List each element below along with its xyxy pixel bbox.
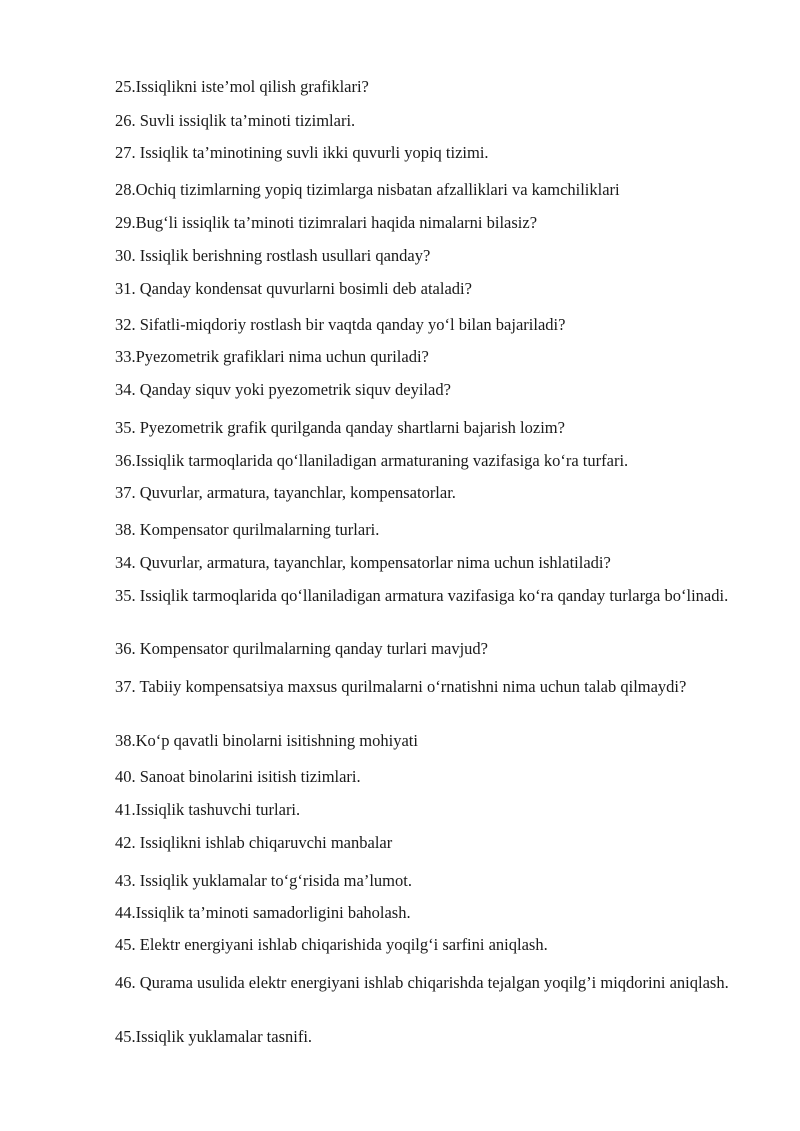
question-item: 35. Pyezometrik grafik qurilganda qanday shartlarni bajarish lozim?: [115, 418, 565, 437]
question-item: 44.Issiqlik ta’minoti samadorligini baholash.: [115, 903, 411, 922]
question-item: 42. Issiqlikni ishlab chiqaruvchi manbalar: [115, 833, 393, 852]
question-item: 34. Qanday siquv yoki pyezometrik siquv deyilad?: [115, 380, 451, 399]
question-item: 29.Bug‘li issiqlik ta’minoti tizimralari haqida nimalarni bilasiz?: [115, 213, 538, 232]
question-item: 37. Tabiiy kompensatsiya maxsus qurilmalarni o‘rnatishni nima uchun talab qilmaydi?: [115, 677, 687, 696]
question-item: 30. Issiqlik berishning rostlash usullari qanday?: [115, 246, 431, 265]
question-item: 31. Qanday kondensat quvurlarni bosimli deb ataladi?: [115, 279, 472, 298]
question-item: 43. Issiqlik yuklamalar to‘g‘risida ma’lumot.: [115, 871, 412, 890]
question-item: 35. Issiqlik tarmoqlarida qo‘llaniladigan armatura vazifasiga ko‘ra qanday turlarga bo‘linadi.: [115, 586, 729, 605]
question-item: 32. Sifatli-miqdoriy rostlash bir vaqtda qanday yo‘l bilan bajariladi?: [115, 315, 566, 334]
question-item: 41.Issiqlik tashuvchi turlari.: [115, 800, 301, 819]
question-item: 37. Quvurlar, armatura, tayanchlar, kompensatorlar.: [115, 483, 456, 502]
question-item: 45.Issiqlik yuklamalar tasnifi.: [115, 1027, 313, 1046]
question-item: 34. Quvurlar, armatura, tayanchlar, kompensatorlar nima uchun ishlatiladi?: [115, 553, 611, 572]
question-item: 27. Issiqlik ta’minotining suvli ikki quvurli yopiq tizimi.: [115, 143, 489, 162]
question-item: 36.Issiqlik tarmoqlarida qo‘llaniladigan armaturaning vazifasiga ko‘ra turfari.: [115, 451, 629, 470]
question-item: 38. Kompensator qurilmalarning turlari.: [115, 520, 380, 539]
question-item: 38.Ko‘p qavatli binolarni isitishning mohiyati: [115, 731, 418, 750]
question-item: 28.Ochiq tizimlarning yopiq tizimlarga nisbatan afzalliklari va kamchiliklari: [115, 180, 620, 199]
question-item: 46. Qurama usulida elektr energiyani ishlab chiqarishda tejalgan yoqilg’i miqdorini aniqlash.: [115, 973, 729, 992]
question-item: 45. Elektr energiyani ishlab chiqarishida yoqilg‘i sarfini aniqlash.: [115, 935, 548, 954]
question-item: 36. Kompensator qurilmalarning qanday turlari mavjud?: [115, 639, 488, 658]
question-item: 25.Issiqlikni iste’mol qilish grafiklari?: [115, 77, 369, 96]
question-item: 40. Sanoat binolarini isitish tizimlari.: [115, 767, 361, 786]
question-item: 26. Suvli issiqlik ta’minoti tizimlari.: [115, 111, 356, 130]
question-item: 33.Pyezometrik grafiklari nima uchun quriladi?: [115, 347, 429, 366]
